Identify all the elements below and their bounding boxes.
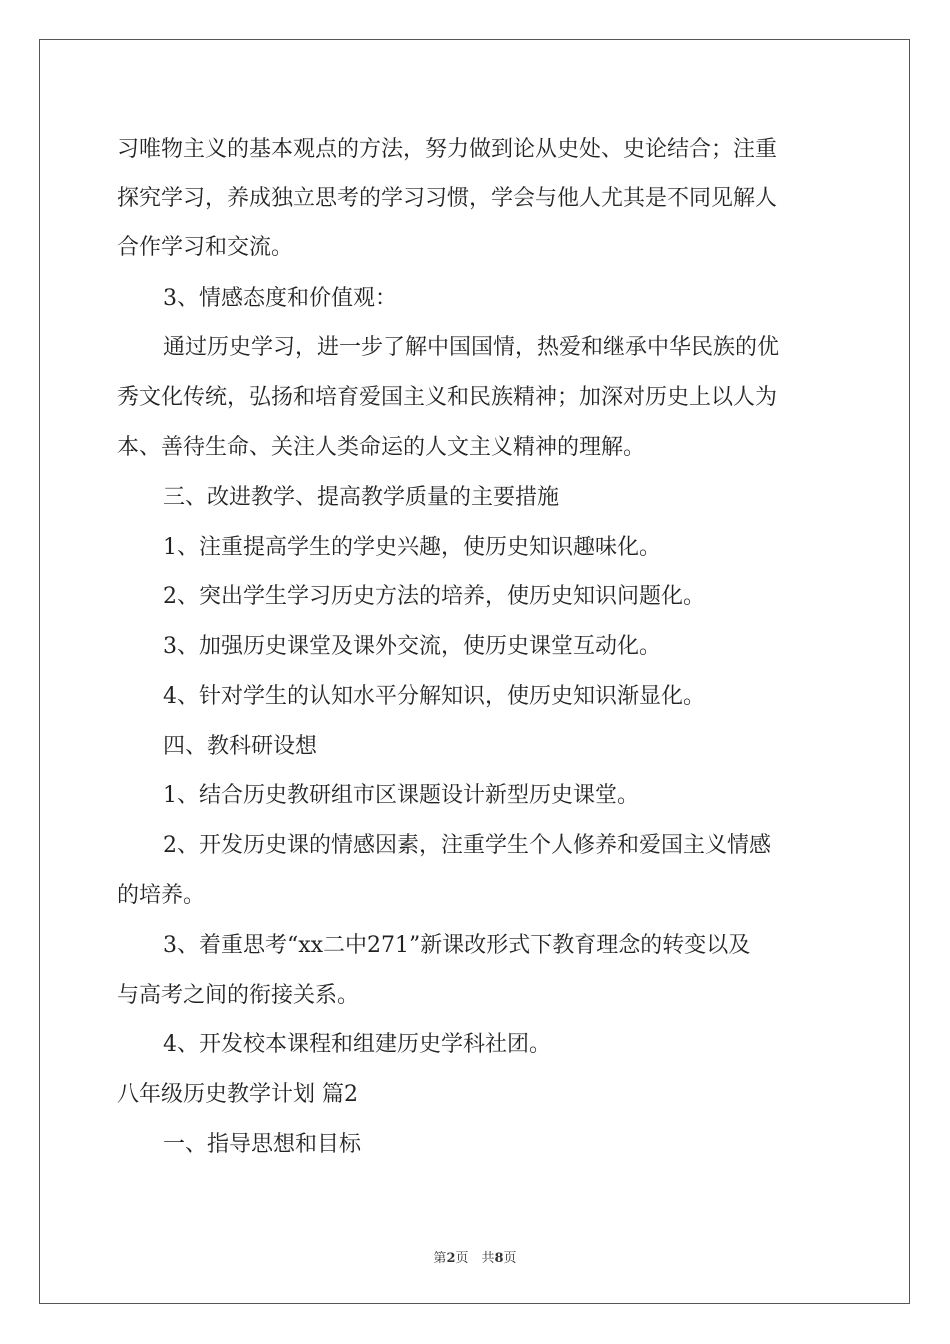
list-item: 2、开发历史课的情感因素，注重学生个人修养和爱国主义情感	[163, 833, 771, 858]
list-item: 4、开发校本课程和组建历史学科社团。	[163, 1032, 551, 1057]
section-heading: 四、教科研设想	[163, 734, 318, 759]
footer-prefix: 第	[433, 1251, 447, 1266]
list-item: 3、加强历史课堂及课外交流，使历史课堂互动化。	[163, 634, 661, 659]
list-item: 2、突出学生学习历史方法的培养，使历史知识问题化。	[163, 584, 705, 609]
paragraph-line: 合作学习和交流。	[117, 235, 294, 260]
list-item: 1、注重提高学生的学史兴趣，使历史知识趣味化。	[163, 535, 661, 560]
footer-middle: 页 共	[455, 1251, 495, 1266]
total-page-count: 8	[494, 1251, 504, 1266]
paragraph-line: 本、善待生命、关注人类命运的人文主义精神的理解。	[117, 435, 646, 460]
paragraph-line: 秀文化传统，弘扬和培育爱国主义和民族精神；加深对历史上以人为	[117, 385, 778, 410]
section-heading: 3、情感态度和价值观：	[163, 286, 397, 311]
paragraph-line: 探究学习，养成独立思考的学习习惯，学会与他人尤其是不同见解人	[117, 186, 778, 211]
list-item: 1、结合历史教研组市区课题设计新型历史课堂。	[163, 783, 639, 808]
section-heading: 一、指导思想和目标	[163, 1132, 362, 1157]
current-page-number: 2	[446, 1251, 456, 1266]
paragraph-line: 通过历史学习，进一步了解中国国情，热爱和继承中华民族的优	[163, 335, 780, 360]
section-heading: 三、改进教学、提高教学质量的主要措施	[163, 485, 560, 510]
page-border	[39, 39, 910, 1304]
list-item: 3、着重思考“xx二中271”新课改形式下教育理念的转变以及	[163, 933, 751, 958]
paragraph-line: 习唯物主义的基本观点的方法，努力做到论从史处、史论结合；注重	[117, 137, 778, 162]
paragraph-line: 与高考之间的衔接关系。	[117, 983, 360, 1008]
document-title: 八年级历史教学计划 篇2	[117, 1082, 358, 1107]
footer-suffix: 页	[503, 1251, 517, 1266]
page-footer	[0, 1247, 950, 1266]
paragraph-line: 的培养。	[117, 883, 206, 908]
list-item: 4、针对学生的认知水平分解知识，使历史知识渐显化。	[163, 684, 705, 709]
